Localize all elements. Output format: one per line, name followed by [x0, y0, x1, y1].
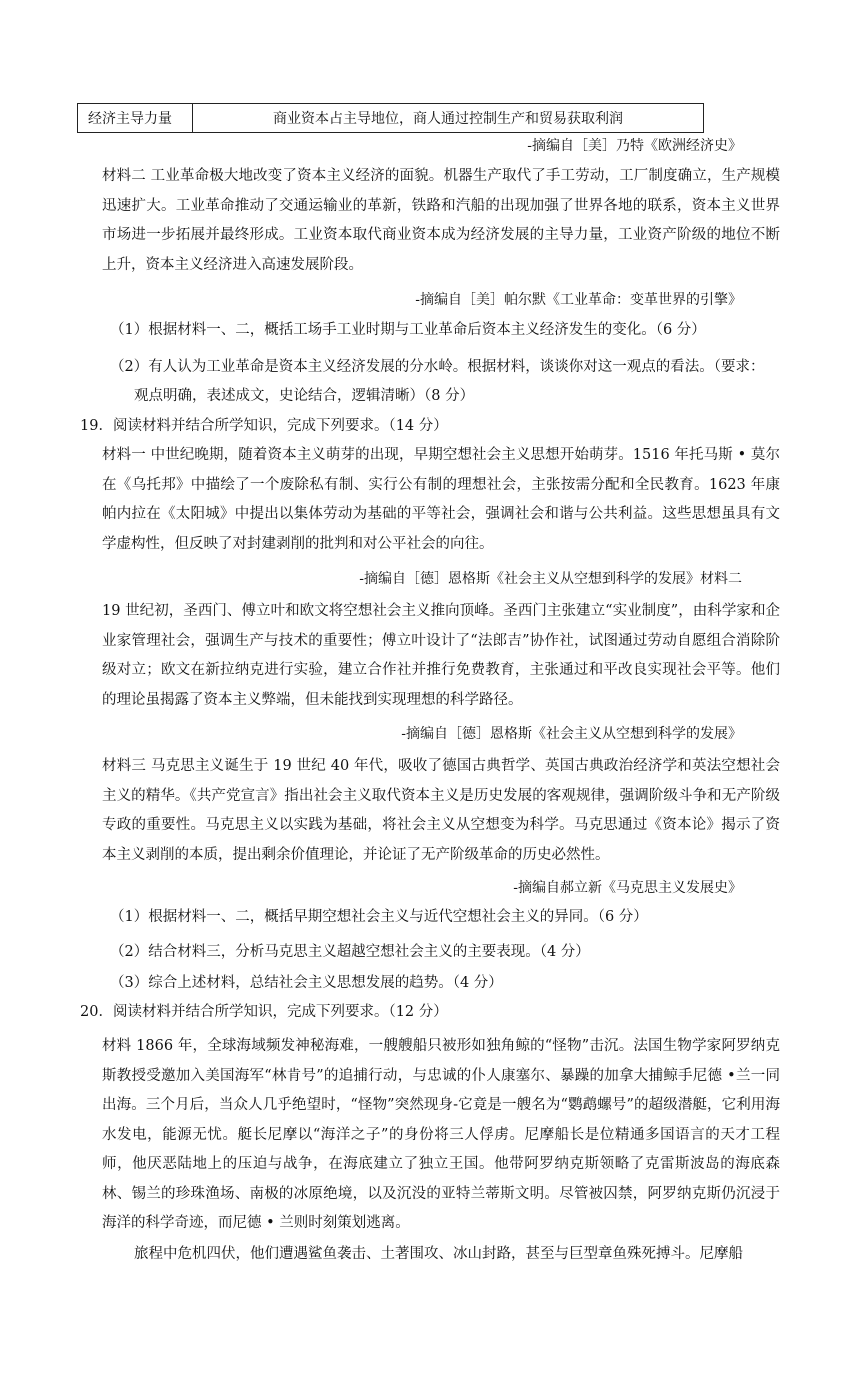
material-19-1-paragraph: 材料一 中世纪晚期，随着资本主义萌芽的出现，早期空想社会主义思想开始萌芽。1516 年托马斯 • 莫尔在《乌托邦》中描绘了一个废除私有制、实行公有制的理想社会，主张按需分配和全民教育。1623 年康帕内拉在《太阳城》中提出以集体劳动为基础的平等社会，强调社会和谐与公共利益。这些思想虽具有文学虚构性，但反映了对封建剥削的批判和对公平社会的向往。 — [102, 447, 780, 552]
table-label-cell: 经济主导力量 — [78, 104, 193, 133]
question-18-2-line1: （2）有人认为工业革命是资本主义经济发展的分水岭。根据材料，谈谈你对这一观点的看法。（要求： — [110, 359, 765, 375]
question-18-2-line2: 观点明确，表述成文，史论结合，逻辑清晰）（8 分） — [134, 388, 475, 404]
question-20-heading: 20．阅读材料并结合所学知识，完成下列要求。（12 分） — [80, 1004, 448, 1020]
source-citation-2: -摘编自［美］帕尔默《工业革命：变革世界的引擎》 — [415, 292, 742, 308]
source-citation-19-2: -摘编自［德］恩格斯《社会主义从空想到科学的发展》 — [401, 726, 742, 742]
source-citation-19-3: -摘编自郝立新《马克思主义发展史》 — [513, 880, 742, 896]
table-value-cell: 商业资本占主导地位，商人通过控制生产和贸易获取利润 — [193, 104, 704, 133]
material-20-paragraph-1: 材料 1866 年，全球海域频发神秘海难，一艘艘船只被形如独角鲸的“怪物”击沉。法国生物学家阿罗纳克斯教授受邀加入美国海军“林肯号”的追捕行动，与忠诚的仆人康塞尔、暴躁的加拿大捕鲸手尼德 •兰一同出海。三个月后，当众人几乎绝望时，“怪物”突然现身-它竟是一艘名为“鹦鹉螺号”的超级潜艇，它利用海水发电，能源无忧。艇长尼摩以“海洋之子”的身份将三人俘虏。尼摩船长是位精通多国语言的天才工程师，他厌恶陆地上的压迫与战争，在海底建立了独立王国。他带阿罗纳克斯领略了克雷斯波岛的海底森林、锡兰的珍珠渔场、南极的冰原绝境，以及沉没的亚特兰蒂斯文明。尽管被囚禁，阿罗纳克斯仍沉浸于海洋的科学奇迹，而尼德 • 兰则时刻策划逃离。 — [102, 1038, 780, 1231]
material-20-paragraph-2: 旅程中危机四伏，他们遭遇鲨鱼袭击、土著围攻、冰山封路，甚至与巨型章鱼殊死搏斗。尼摩船 — [134, 1246, 743, 1262]
source-citation-19-1: -摘编自［德］恩格斯《社会主义从空想到科学的发展》材料二 — [359, 571, 742, 587]
question-18-1: （1）根据材料一、二，概括工场手工业时期与工业革命后资本主义经济发生的变化。（6 分） — [110, 322, 706, 338]
source-citation-1: -摘编自［美］乃特《欧洲经济史》 — [527, 138, 742, 154]
question-19-2: （2）结合材料三，分析马克思主义超越空想社会主义的主要表现。（4 分） — [110, 944, 590, 960]
economy-table — [77, 103, 704, 133]
material-19-2-paragraph: 19 世纪初，圣西门、傅立叶和欧文将空想社会主义推向顶峰。圣西门主张建立“实业制度”，由科学家和企业家管理社会，强调生产与技术的重要性；傅立叶设计了“法郎吉”协作社，试图通过劳动自愿组合消除阶级对立；欧文在新拉纳克进行实验，建立合作社并推行免费教育，主张通过和平改良实现社会平等。他们的理论虽揭露了资本主义弊端，但未能找到实现理想的科学路径。 — [102, 603, 780, 708]
question-19-3: （3）综合上述材料，总结社会主义思想发展的趋势。（4 分） — [110, 975, 503, 991]
table-row — [78, 104, 704, 133]
question-19-heading: 19．阅读材料并结合所学知识，完成下列要求。（14 分） — [80, 418, 448, 434]
material-19-3-paragraph: 材料三 马克思主义诞生于 19 世纪 40 年代，吸收了德国古典哲学、英国古典政治经济学和英法空想社会主义的精华。《共产党宣言》指出社会主义取代资本主义是历史发展的客观规律，强调阶级斗争和无产阶级专政的重要性。马克思主义以实践为基础，将社会主义从空想变为科学。马克思通过《资本论》揭示了资本主义剥削的本质，提出剩余价值理论，并论证了无产阶级革命的历史必然性。 — [102, 758, 780, 863]
question-19-1: （1）根据材料一、二，概括早期空想社会主义与近代空想社会主义的异同。（6 分） — [110, 909, 648, 925]
material-2-paragraph: 材料二 工业革命极大地改变了资本主义经济的面貌。机器生产取代了手工劳动，工厂制度确立，生产规模迅速扩大。工业革命推动了交通运输业的革新，铁路和汽船的出现加强了世界各地的联系，资本主义世界市场进一步拓展并最终形成。工业资本取代商业资本成为经济发展的主导力量，工业资产阶级的地位不断上升，资本主义经济进入高速发展阶段。 — [102, 168, 780, 273]
question-18-2 — [110, 353, 782, 411]
